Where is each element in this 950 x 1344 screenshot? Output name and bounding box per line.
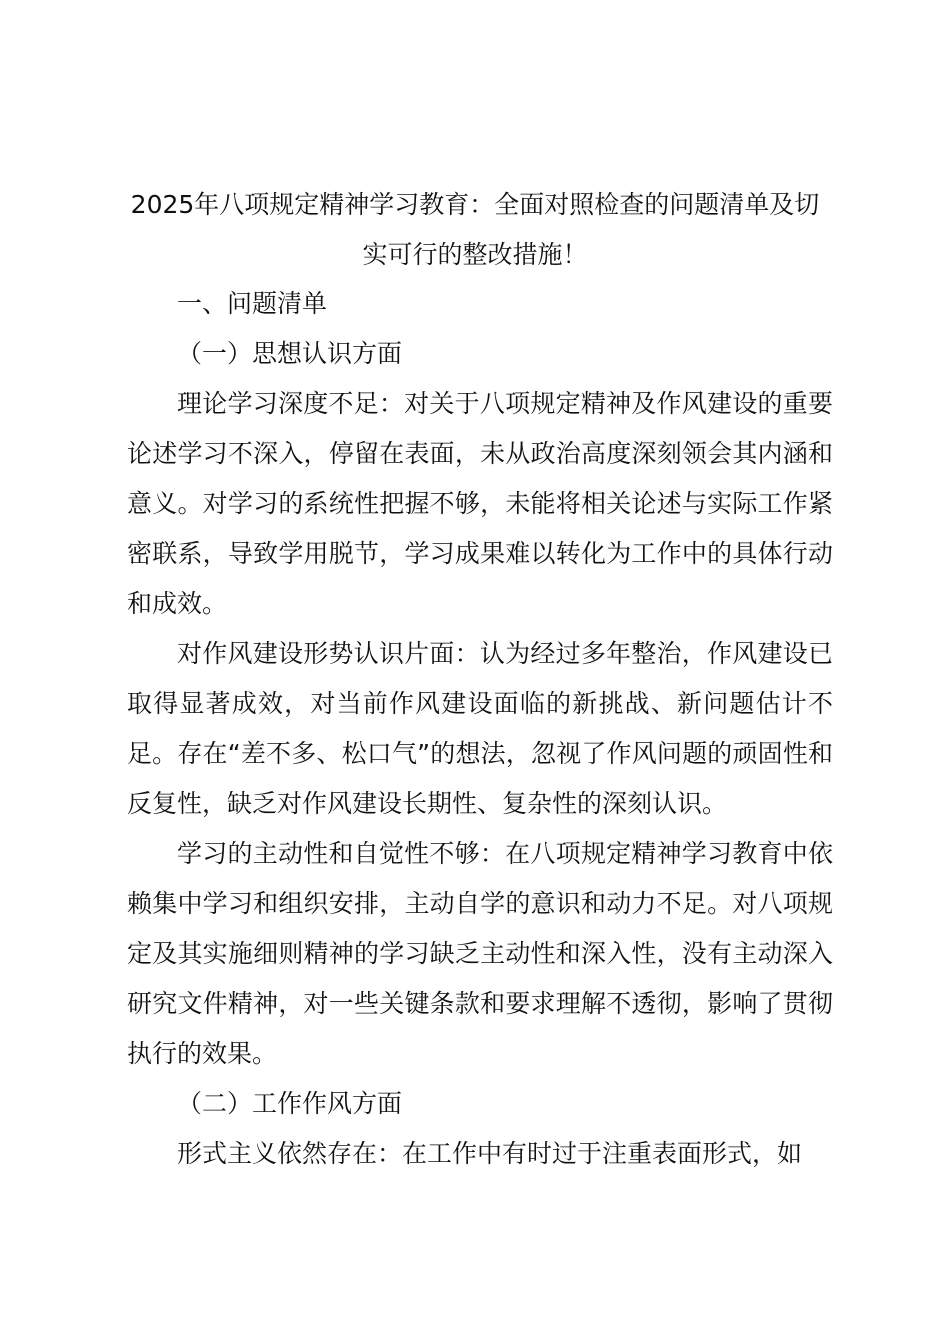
- paragraph-formalism: 形式主义依然存在：在工作中有时过于注重表面形式，如: [177, 1139, 803, 1168]
- paragraph-theory-study-depth: 理论学习深度不足：对关于八项规定精神及作风建设的重要论述学习不深入，停留在表面，未从政治高度深刻领会其内涵和意义。对学习的系统性把握不够，未能将相关论述与实际工作紧密联系，导致学用脱节，学习成果难以转化为工作中的具体行动和成效。: [127, 389, 833, 618]
- subsection-heading-work-style: （二）工作作风方面: [177, 1089, 403, 1118]
- document-body: [127, 279, 833, 1179]
- paragraph-work-style-situation: 对作风建设形势认识片面：认为经过多年整治，作风建设已取得显著成效，对当前作风建设面临的新挑战、新问题估计不足。存在“差不多、松口气”的想法，忽视了作风问题的顽固性和反复性，缺乏对作风建设长期性、复杂性的深刻认识。: [127, 639, 833, 818]
- paragraph-study-initiative: 学习的主动性和自觉性不够：在八项规定精神学习教育中依赖集中学习和组织安排，主动自学的意识和动力不足。对八项规定及其实施细则精神的学习缺乏主动性和深入性，没有主动深入研究文件精神，对一些关键条款和要求理解不透彻，影响了贯彻执行的效果。: [127, 839, 833, 1068]
- subsection-heading-ideological-understanding: （一）思想认识方面: [177, 339, 403, 368]
- title-line-2: 实可行的整改措施！: [362, 240, 588, 269]
- document-title: [120, 180, 830, 280]
- title-line-1: 2025年八项规定精神学习教育：全面对照检查的问题清单及切: [130, 190, 820, 219]
- section-heading-problem-list: 一、问题清单: [177, 289, 328, 318]
